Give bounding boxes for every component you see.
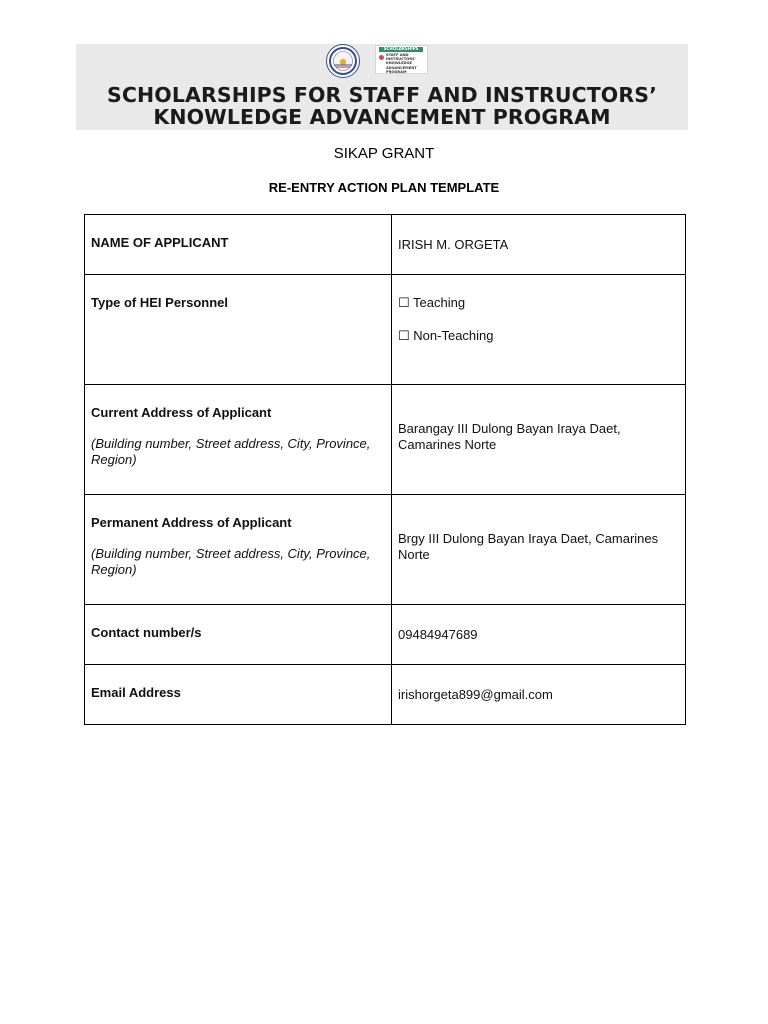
option-non-teaching[interactable]: ☐ Non-Teaching [398, 328, 494, 344]
contact-value: 09484947689 [392, 605, 686, 665]
sikap-logo: SCHOLARSHIPS STAFF AND INSTRUCTORS' KNOWLEDGE ADVANCEMENT PROGRAM [375, 45, 428, 74]
document-title: SIKAP GRANT [333, 145, 435, 162]
personnel-type-label: Type of HEI Personnel [85, 275, 392, 385]
row-personnel-type [85, 275, 686, 385]
checkbox-icon[interactable]: ☐ [398, 329, 410, 344]
applicant-info-table [84, 214, 686, 725]
row-contact [85, 605, 686, 665]
permanent-address-value: Brgy III Dulong Bayan Iraya Daet, Camarines Norte [392, 495, 686, 605]
document-subtitle: RE-ENTRY ACTION PLAN TEMPLATE [268, 180, 500, 195]
current-address-value: Barangay III Dulong Bayan Iraya Daet, Camarines Norte [392, 385, 686, 495]
current-address-hint: (Building number, Street address, City, Province, Region) [91, 436, 371, 467]
row-current-address [85, 385, 686, 495]
row-name [85, 215, 686, 275]
email-value: irishorgeta899@gmail.com [392, 665, 686, 725]
name-label: NAME OF APPLICANT [85, 215, 392, 275]
permanent-address-hint: (Building number, Street address, City, Province, Region) [91, 546, 371, 577]
row-email [85, 665, 686, 725]
permanent-address-label: Permanent Address of Applicant (Building number, Street address, City, Province, Region) [85, 495, 392, 605]
checkbox-icon[interactable]: ☐ [398, 296, 410, 311]
email-label: Email Address [85, 665, 392, 725]
current-address-label: Current Address of Applicant (Building number, Street address, City, Province, Region) [85, 385, 392, 495]
banner-title: SCHOLARSHIPS FOR STAFF AND INSTRUCTORS’ KNOWLEDGE ADVANCEMENT PROGRAM [107, 83, 657, 129]
option-teaching[interactable]: ☐ Teaching [398, 295, 466, 311]
contact-label: Contact number/s [85, 605, 392, 665]
ched-seal-icon [326, 44, 360, 78]
row-permanent-address [85, 495, 686, 605]
name-value: IRISH M. ORGETA [392, 215, 686, 275]
personnel-type-options [392, 275, 686, 385]
